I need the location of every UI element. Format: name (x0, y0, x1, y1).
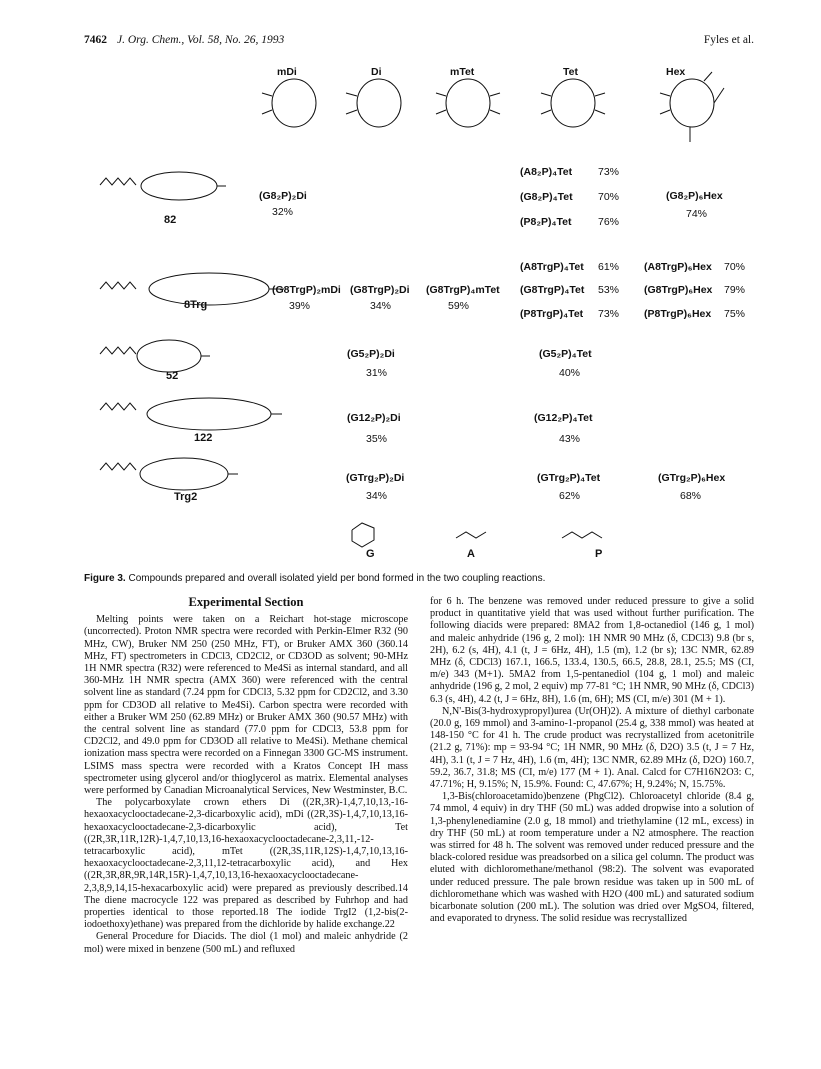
product-name: (G12₂P)₄Tet (534, 412, 593, 424)
product-name: (A8TrgP)₄Tet (520, 261, 584, 273)
product-yield: 59% (448, 300, 470, 312)
left-column (84, 596, 408, 956)
label-hex: Hex (666, 66, 686, 78)
compound-82-structure (100, 172, 226, 200)
compound-52-label: 52 (166, 370, 179, 382)
compound-52-structure (100, 340, 210, 372)
paragraph: Melting points were taken on a Reichart hot-stage microscope (uncorrected). Proton NMR spectra were recorded with Perkin-Elmer R32 (90 MHz, CW), Bruker NM 250 (250 MHz, FT), or Bruker AMX 360 (360.14 MHz, FT) spectrometers in CDCl3, CD2Cl2, or CD3OD as solvent; 90-MHz 1H NMR spectra (R32) were referenced to Me4Si as internal standard, and all 360-MHz 1H NMR spectra (AMX 360) were referenced with the central solvent line as standard (7.24 ppm for CDCl3, 5.32 ppm for CD2Cl2, and 3.30 ppm for CD3OD all relative to Me4Si). Carbon spectra were recorded with either a Bruker WM 250 (62.89 MHz) or Bruker AMX 360 (90.57 MHz) with the central solvent line as standard (77.0 ppm for CDCl3, 53.8 ppm for CD2Cl2, and 49.0 ppm for CD3OD all relative to Me4Si). Methane chemical ionization mass spectra were recorded on a Finnegan 3300 GC-MS instrument. LSIMS mass spectra were recorded with a Kratos Concept IH mass spectrometer using glycerol and/or thioglycerol as matrix. Elemental analyses were performed by Canadian Microanalytical Services, New Westminster, B.C. (84, 614, 408, 797)
product-name: (GTrg₂P)₆Hex (658, 472, 726, 484)
product-yield: 43% (559, 433, 581, 445)
paragraph: N,N'-Bis(3-hydroxypropyl)urea (Ur(OH)2). A mixture of diethyl carbonate (20.0 g, 169 mmol) and 3-amino-1-propanol (25.4 g, 338 mmol) was heated at 148-150 °C for 41 h. The crude product was recrystallized from acetonitrile (21.2 g, 71%): mp = 93-94 °C; 1H NMR, 90 MHz (δ, D2O) 3.5 (t, J = 7 Hz, 4H), 3.1 (t, J = 7 Hz, 4H), 1.6 (m, 4H); 13C NMR, 62.89 MHz (δ, D2O) 160.7, 59.2, 36.7, 31.8; MS (CI, m/e) 177 (M + 1). Anal. Calcd for C7H16N2O3: C, 47.71%; H, 9.15%; N, 15.9%. Found: C, 47.67%; H, 9.24%; N, 15.75%. (430, 705, 754, 791)
page-number: 7462 (84, 34, 107, 46)
product-yield: 70% (724, 261, 746, 273)
product-name: (G8TrgP)₆Hex (644, 284, 713, 296)
product-yield: 61% (598, 261, 620, 273)
product-name: (G5₂P)₄Tet (539, 348, 592, 360)
header-left (84, 34, 284, 46)
product-yield: 70% (598, 191, 620, 203)
product-yield: 73% (598, 166, 620, 178)
product-yield: 74% (686, 208, 708, 220)
substituent-a-label: A (467, 548, 475, 560)
crown-mtet-structure (436, 79, 500, 127)
label-di: Di (371, 66, 382, 78)
crown-tet-structure (541, 79, 605, 127)
compound-8trg-label: 8Trg (184, 299, 208, 311)
label-mtet: mTet (450, 66, 475, 78)
product-yield: 73% (598, 308, 620, 320)
product-yield: 76% (598, 216, 620, 228)
product-name: (G12₂P)₂Di (347, 412, 401, 424)
substituent-p-structure (562, 532, 602, 538)
product-name: (P8TrgP)₆Hex (644, 308, 712, 320)
substituent-g-label: G (366, 548, 375, 560)
section-title: Experimental Section (188, 595, 304, 609)
compound-82-label: 82 (164, 214, 177, 226)
product-name: (G8TrgP)₄Tet (520, 284, 585, 296)
caption-text: Compounds prepared and overall isolated yield per bond formed in the two coupling reactions. (128, 573, 546, 584)
right-column (430, 596, 754, 925)
compound-122-label: 122 (194, 432, 213, 444)
product-name: (A8TrgP)₆Hex (644, 261, 712, 273)
product-yield: 40% (559, 367, 581, 379)
substituent-p-label: P (595, 548, 603, 560)
figure-caption (84, 573, 754, 584)
product-yield: 35% (366, 433, 388, 445)
product-name: (G8₂P)₆Hex (666, 190, 723, 202)
product-name: (P8₂P)₄Tet (520, 216, 572, 228)
product-yield: 31% (366, 367, 388, 379)
substituent-g-structure (352, 523, 374, 547)
crown-di-structure (346, 79, 401, 127)
product-yield: 75% (724, 308, 746, 320)
crown-hex-structure (660, 72, 724, 142)
product-yield: 53% (598, 284, 620, 296)
product-name: (GTrg₂P)₂Di (346, 472, 405, 484)
product-name: (P8TrgP)₄Tet (520, 308, 584, 320)
product-yield: 34% (366, 490, 388, 502)
product-name: (A8₂P)₄Tet (520, 166, 573, 178)
product-name: (G8TrgP)₂mDi (272, 284, 341, 296)
product-yield: 79% (724, 284, 746, 296)
product-yield: 34% (370, 300, 392, 312)
compound-trg2-label: Trg2 (174, 491, 198, 503)
paragraph: The polycarboxylate crown ethers Di ((2R,3R)-1,4,7,10,13,-16-hexaoxacyclooctadecane-2,3-dicarboxylic acid), mDi ((2R,3S)-1,4,7,10,13,16-hexaoxacyclooctadecane-2,3-dicarboxylic acid), Tet ((2R,3R,11R,12R)-1,4,7,10,13,16-hexaoxacyclooctadecane-2,3,11,-12-tetracarboxylic acid), mTet ((2R,3S,11R,12S)-1,4,7,10,13,16-hexaoxacyclooctadecane-2,3,11,12-tetracarboxylic acid), and Hex ((2R,3R,8R,9R,14R,15R)-1,4,7,10,13,16-hexaoxacyclooctadecane-2,3,8,9,14,15-hexacarboxylic acid) were prepared as previously described.14 The diene macrocycle 122 was prepared as described by Fuhrhop and had properties identical to those reported.18 The iodide TrgI2 (1,2-bis(2-iodoethoxy)ethane) was prepared from the dichloride by halide exchange.22 (84, 797, 408, 931)
header-authors: Fyles et al. (703, 34, 754, 46)
crown-mdi-structure (262, 79, 316, 127)
product-name: (GTrg₂P)₄Tet (537, 472, 601, 484)
substituent-a-structure (456, 532, 486, 538)
page-header (84, 34, 754, 50)
product-name: (G8₂P)₄Tet (520, 191, 573, 203)
paragraph: 1,3-Bis(chloroacetamido)benzene (PhgCl2). Chloroacetyl chloride (8.4 g, 74 mmol, 4 equiv) in dry THF (50 mL) was added dropwise into a solution of 1,3-phenylenediamine (2.0 g, 18 mmol) and triethylamine (12 mL, excess) in dry THF (50 mL) at room temperature under a N2 atmosphere. The reaction was stirred for 48 h. The solvent was removed under reduced pressure and the black-colored residue was preadsorbed on a silica gel column. The product was eluted with dichloromethane/methanol (98:2). The solvent was evaporated under reduced pressure. The pale brown residue was taken up in 500 mL of dichloromethane which was washed with H2O (400 mL) and saturated sodium bicarbonate solution (200 mL). The solution was dried over MgSO4, filtered, and evaporated to dryness. The solid residue was recrystallized (430, 791, 754, 925)
label-tet: Tet (563, 66, 578, 78)
product-name: (G8TrgP)₂Di (350, 284, 410, 296)
paragraph: for 6 h. The benzene was removed under reduced pressure to give a solid product in quantitative yield that was used without further purification. The following diacids were prepared: 8MA2 from 1,8-octanediol (146 g, 1 mol) and maleic anhydride (196 g, 2 mol): 1H NMR 90 MHz (δ, CDCl3) 9.8 (br s, 2H), 6.2 (s, 4H), 4.1 (t, J = 6Hz, 4H), 1.5 (m), 1.2 (br s); 13C NMR, 62.89 MHz (δ, CDCl3) 167.1, 166.5, 133.4, 130.5, 66.5, 28.8, 28.1, 25.5; MS (CI, m/e) 343 (M+1). 5MA2 from 1,5-pentanediol (104 g, 1 mol) and maleic anhydride (196 g, 2 mol, 2 equiv) mp 77-81 °C; 1H NMR, 90 MHz (δ, CDCl3) 6.3 (s, 4H), 4.2 (t, J = 6Hz, 8H), 1.6 (m, 6H); MS (CI, m/e) 301 (M + 1). (430, 596, 754, 705)
product-name: (G8₂P)₂Di (259, 190, 307, 202)
product-yield: 68% (680, 490, 702, 502)
product-yield: 62% (559, 490, 581, 502)
product-name: (G8TrgP)₄mTet (426, 284, 500, 296)
product-name: (G5₂P)₂Di (347, 348, 395, 360)
product-yield: 39% (289, 300, 311, 312)
product-yield: 32% (272, 206, 294, 218)
figure-3 (84, 58, 754, 578)
journal-citation: J. Org. Chem., Vol. 58, No. 26, 1993 (117, 34, 285, 46)
label-mdi: mDi (277, 66, 297, 78)
compound-122-structure (100, 398, 282, 430)
compound-trg2-structure (100, 458, 238, 490)
paragraph: General Procedure for Diacids. The diol (1 mol) and maleic anhydride (2 mol) were mixed in benzene (500 mL) and refluxed (84, 931, 408, 955)
caption-label: Figure 3. (84, 573, 126, 584)
